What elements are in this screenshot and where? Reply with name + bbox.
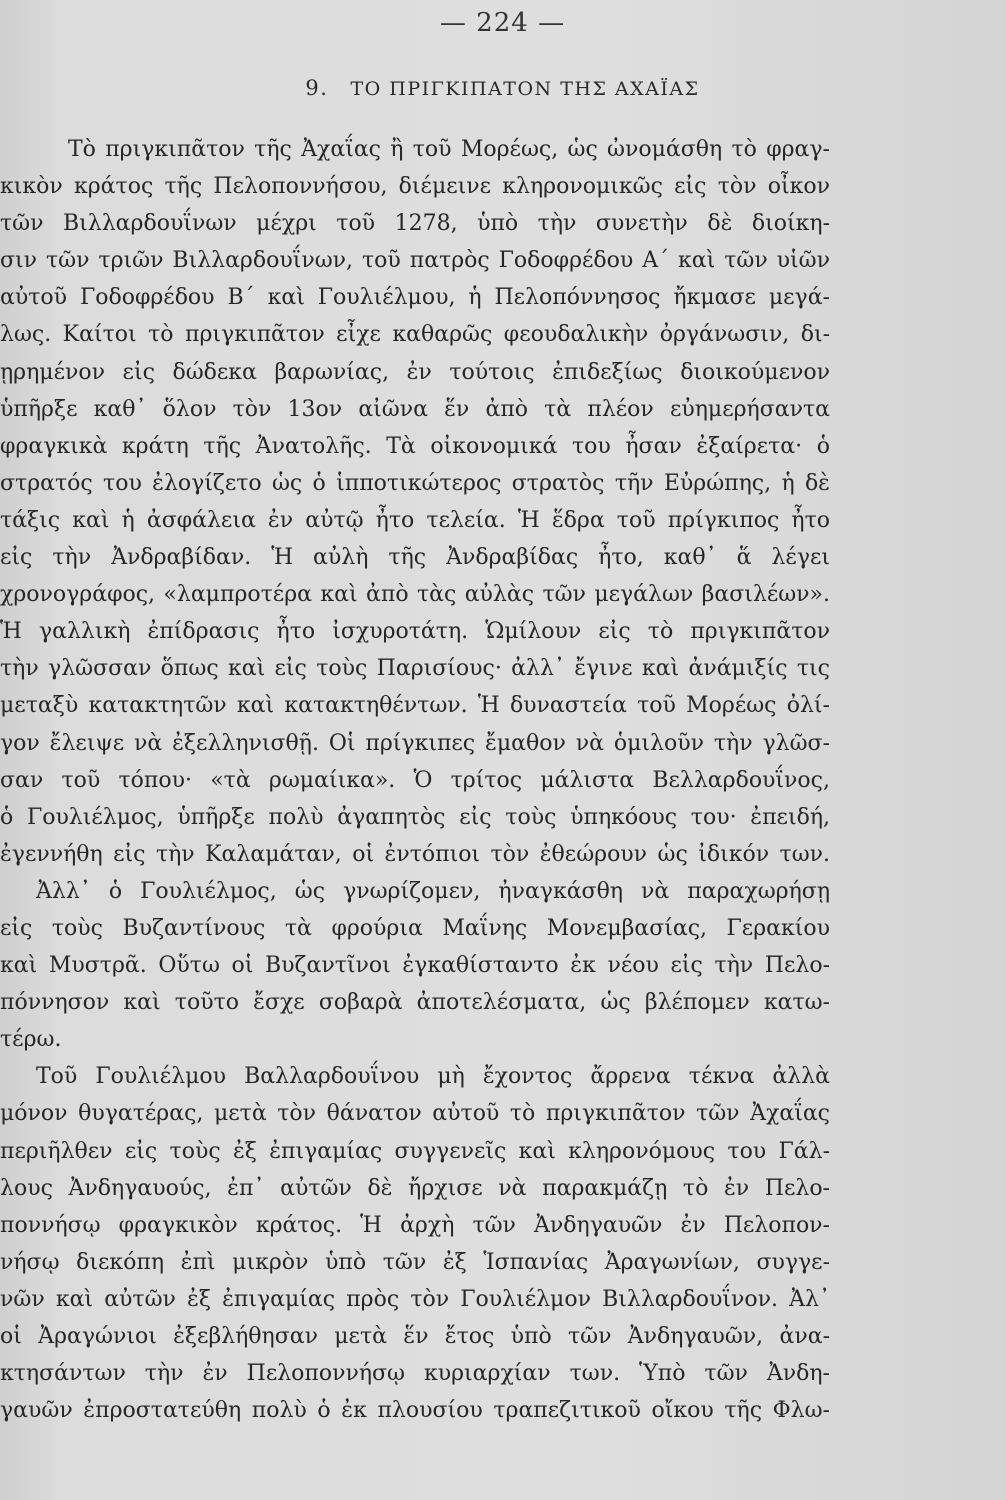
text-line: αὐτοῦ Γοδοφρέδου Β΄ καὶ Γουλιέλμου, ἡ Πελοπόννησος ἤκμασε μεγά- — [0, 285, 830, 311]
text-line: ἐγεννήθη εἰς τὴν Καλαμάταν, οἱ ἐντόπιοι τὸν ἐθεώρουν ὡς ἰδικόν των. — [0, 841, 830, 867]
text-line: στρατός του ἐλογίζετο ὡς ὁ ἱπποτικώτερος στρατὸς τῆν Εὐρώπης, ἡ δὲ — [0, 470, 830, 496]
text-line: γαυῶν ἐπροστατεύθη πολὺ ὁ ἐκ πλουσίου τραπεζιτικοῦ οἴκου τῆς Φλω- — [0, 1398, 830, 1424]
text-line: περιῆλθεν εἰς τοὺς ἐξ ἐπιγαμίας συγγενεῖς καὶ κληρονόμους του Γάλ- — [0, 1138, 830, 1164]
text-line: Τοῦ Γουλιέλμου Βαλλαρδουΐνου μὴ ἔχοντος ἄρρενα τέκνα ἀλλὰ — [36, 1064, 830, 1090]
text-line: τῶν Βιλλαρδουΐνων μέχρι τοῦ 1278, ὑπὸ τὴν συνετὴν δὲ διοίκη- — [0, 211, 830, 237]
text-line: καὶ Μυστρᾶ. Οὕτω οἱ Βυζαντῖνοι ἐγκαθίσταντο ἐκ νέου εἰς τὴν Πελο- — [0, 953, 830, 979]
body-text — [0, 131, 830, 1429]
text-line: εἰς τὴν Ἀνδραβίδαν. Ἡ αὐλὴ τῆς Ἀνδραβίδας ἦτο, καθ᾽ ἅ λέγει — [0, 545, 830, 571]
text-line: ποννήσῳ φραγκικὸν κράτος. Ἡ ἀρχὴ τῶν Ἀνδηγαυῶν ἐν Πελοπον- — [0, 1212, 830, 1238]
text-line: σαν τοῦ τόπου· «τὰ ρωμαίικα». Ὁ τρίτος μάλιστα Βελλαρδουΐνος, — [0, 767, 830, 793]
text-line: πόννησον καὶ τοῦτο ἔσχε σοβαρὰ ἀποτελέσματα, ὡς βλέπομεν κατω- — [0, 990, 830, 1016]
text-line: νῶν καὶ αὐτῶν ἐξ ἐπιγαμίας πρὸς τὸν Γουλιέλμον Βιλλαρδουΐνον. Ἀλ᾽ — [0, 1286, 830, 1312]
text-line: ὑπῆρξε καθ᾽ ὅλον τὸν 13ον αἰῶνα ἕν ἀπὸ τὰ πλέον εὐημερήσαντα — [0, 396, 830, 422]
text-line: ὁ Γουλιέλμος, ὑπῆρξε πολὺ ἀγαπητὸς εἰς τοὺς ὑπηκόους του· ἐπειδή, — [0, 804, 830, 830]
text-line: φραγκικὰ κράτη τῆς Ἀνατολῆς. Τὰ οἰκονομικά του ἦσαν ἐξαίρετα· ὁ — [0, 433, 830, 459]
text-line: λως. Καίτοι τὸ πριγκιπᾶτον εἶχε καθαρῶς φεουδαλικὴν ὀργάνωσιν, δι- — [0, 322, 830, 348]
text-line: Ἡ γαλλικὴ ἐπίδρασις ἦτο ἰσχυροτάτη. Ὡμίλουν εἰς τὸ πριγκιπᾶτον — [0, 619, 830, 645]
text-line: Ἀλλ᾽ ὁ Γουλιέλμος, ὡς γνωρίζομεν, ἠναγκάσθη νὰ παραχωρήσῃ — [36, 878, 830, 904]
text-line: τὴν γλῶσσαν ὅπως καὶ εἰς τοὺς Παρισίους· ἀλλ᾽ ἔγινε καὶ ἀνάμιξίς τις — [0, 656, 830, 682]
text-line: ῃρημένον εἰς δώδεκα βαρωνίας, ἐν τούτοις ἐπιδεξίως διοικούμενον — [0, 359, 830, 385]
chapter-heading — [0, 76, 1005, 100]
chapter-number: 9. — [305, 76, 329, 100]
text-line: εἰς τοὺς Βυζαντίνους τὰ φρούρια Μαΐνης Μονεμβασίας, Γερακίου — [0, 915, 830, 941]
text-line: μεταξὺ κατακτητῶν καὶ κατακτηθέντων. Ἡ δυναστεία τοῦ Μορέως ὀλί- — [0, 693, 830, 719]
text-line: κτησάντων τὴν ἐν Πελοποννήσῳ κυριαρχίαν των. Ὑπὸ τῶν Ἀνδη- — [0, 1361, 830, 1387]
text-line: κικὸν κράτος τῆς Πελοποννήσου, διέμεινε κληρονομικῶς εἰς τὸν οἶκον — [0, 174, 830, 200]
chapter-title: ΤΟ ΠΡΙΓΚΙΠΑΤΟΝ ΤΗΣ ΑΧΑΪΑΣ — [350, 78, 700, 100]
text-line: τάξις καὶ ἡ ἀσφάλεια ἐν αὐτῷ ἦτο τελεία. Ἡ ἕδρα τοῦ πρίγκιπος ἦτο — [0, 507, 830, 533]
text-line: μόνον θυγατέρας, μετὰ τὸν θάνατον αὐτοῦ τὸ πριγκιπᾶτον τῶν Ἀχαΐας — [0, 1101, 830, 1127]
text-line: οἱ Ἀραγώνιοι ἐξεβλήθησαν μετὰ ἕν ἔτος ὑπὸ τῶν Ἀνδηγαυῶν, ἀνα- — [0, 1324, 830, 1349]
text-line: Τὸ πριγκιπᾶτον τῆς Ἀχαΐας ἢ τοῦ Μορέως, ὡς ὠνομάσθη τὸ φραγ- — [68, 137, 830, 162]
text-line: τέρω. — [0, 1027, 62, 1053]
text-line: γον ἔλειψε νὰ ἐξελληνισθῇ. Οἱ πρίγκιπες ἔμαθον νὰ ὁμιλοῦν τὴν γλῶσ- — [0, 730, 830, 756]
text-line: σιν τῶν τριῶν Βιλλαρδουΐνων, τοῦ πατρὸς Γοδοφρέδου Α΄ καὶ τῶν υἱῶν — [0, 248, 830, 274]
text-line: χρονογράφος, «λαμπροτέρα καὶ ἀπὸ τὰς αὐλὰς τῶν μεγάλων βασιλέων». — [0, 582, 830, 608]
text-line: νήσῳ διεκόπη ἐπὶ μικρὸν ὑπὸ τῶν ἐξ Ἱσπανίας Ἀραγωνίων, συγγε- — [0, 1249, 830, 1275]
text-line: λους Ἀνδηγαυούς, ἐπ᾽ αὐτῶν δὲ ἤρχισε νὰ παρακμάζῃ τὸ ἐν Πελο- — [0, 1175, 830, 1201]
page-number: — 224 — — [439, 8, 566, 38]
